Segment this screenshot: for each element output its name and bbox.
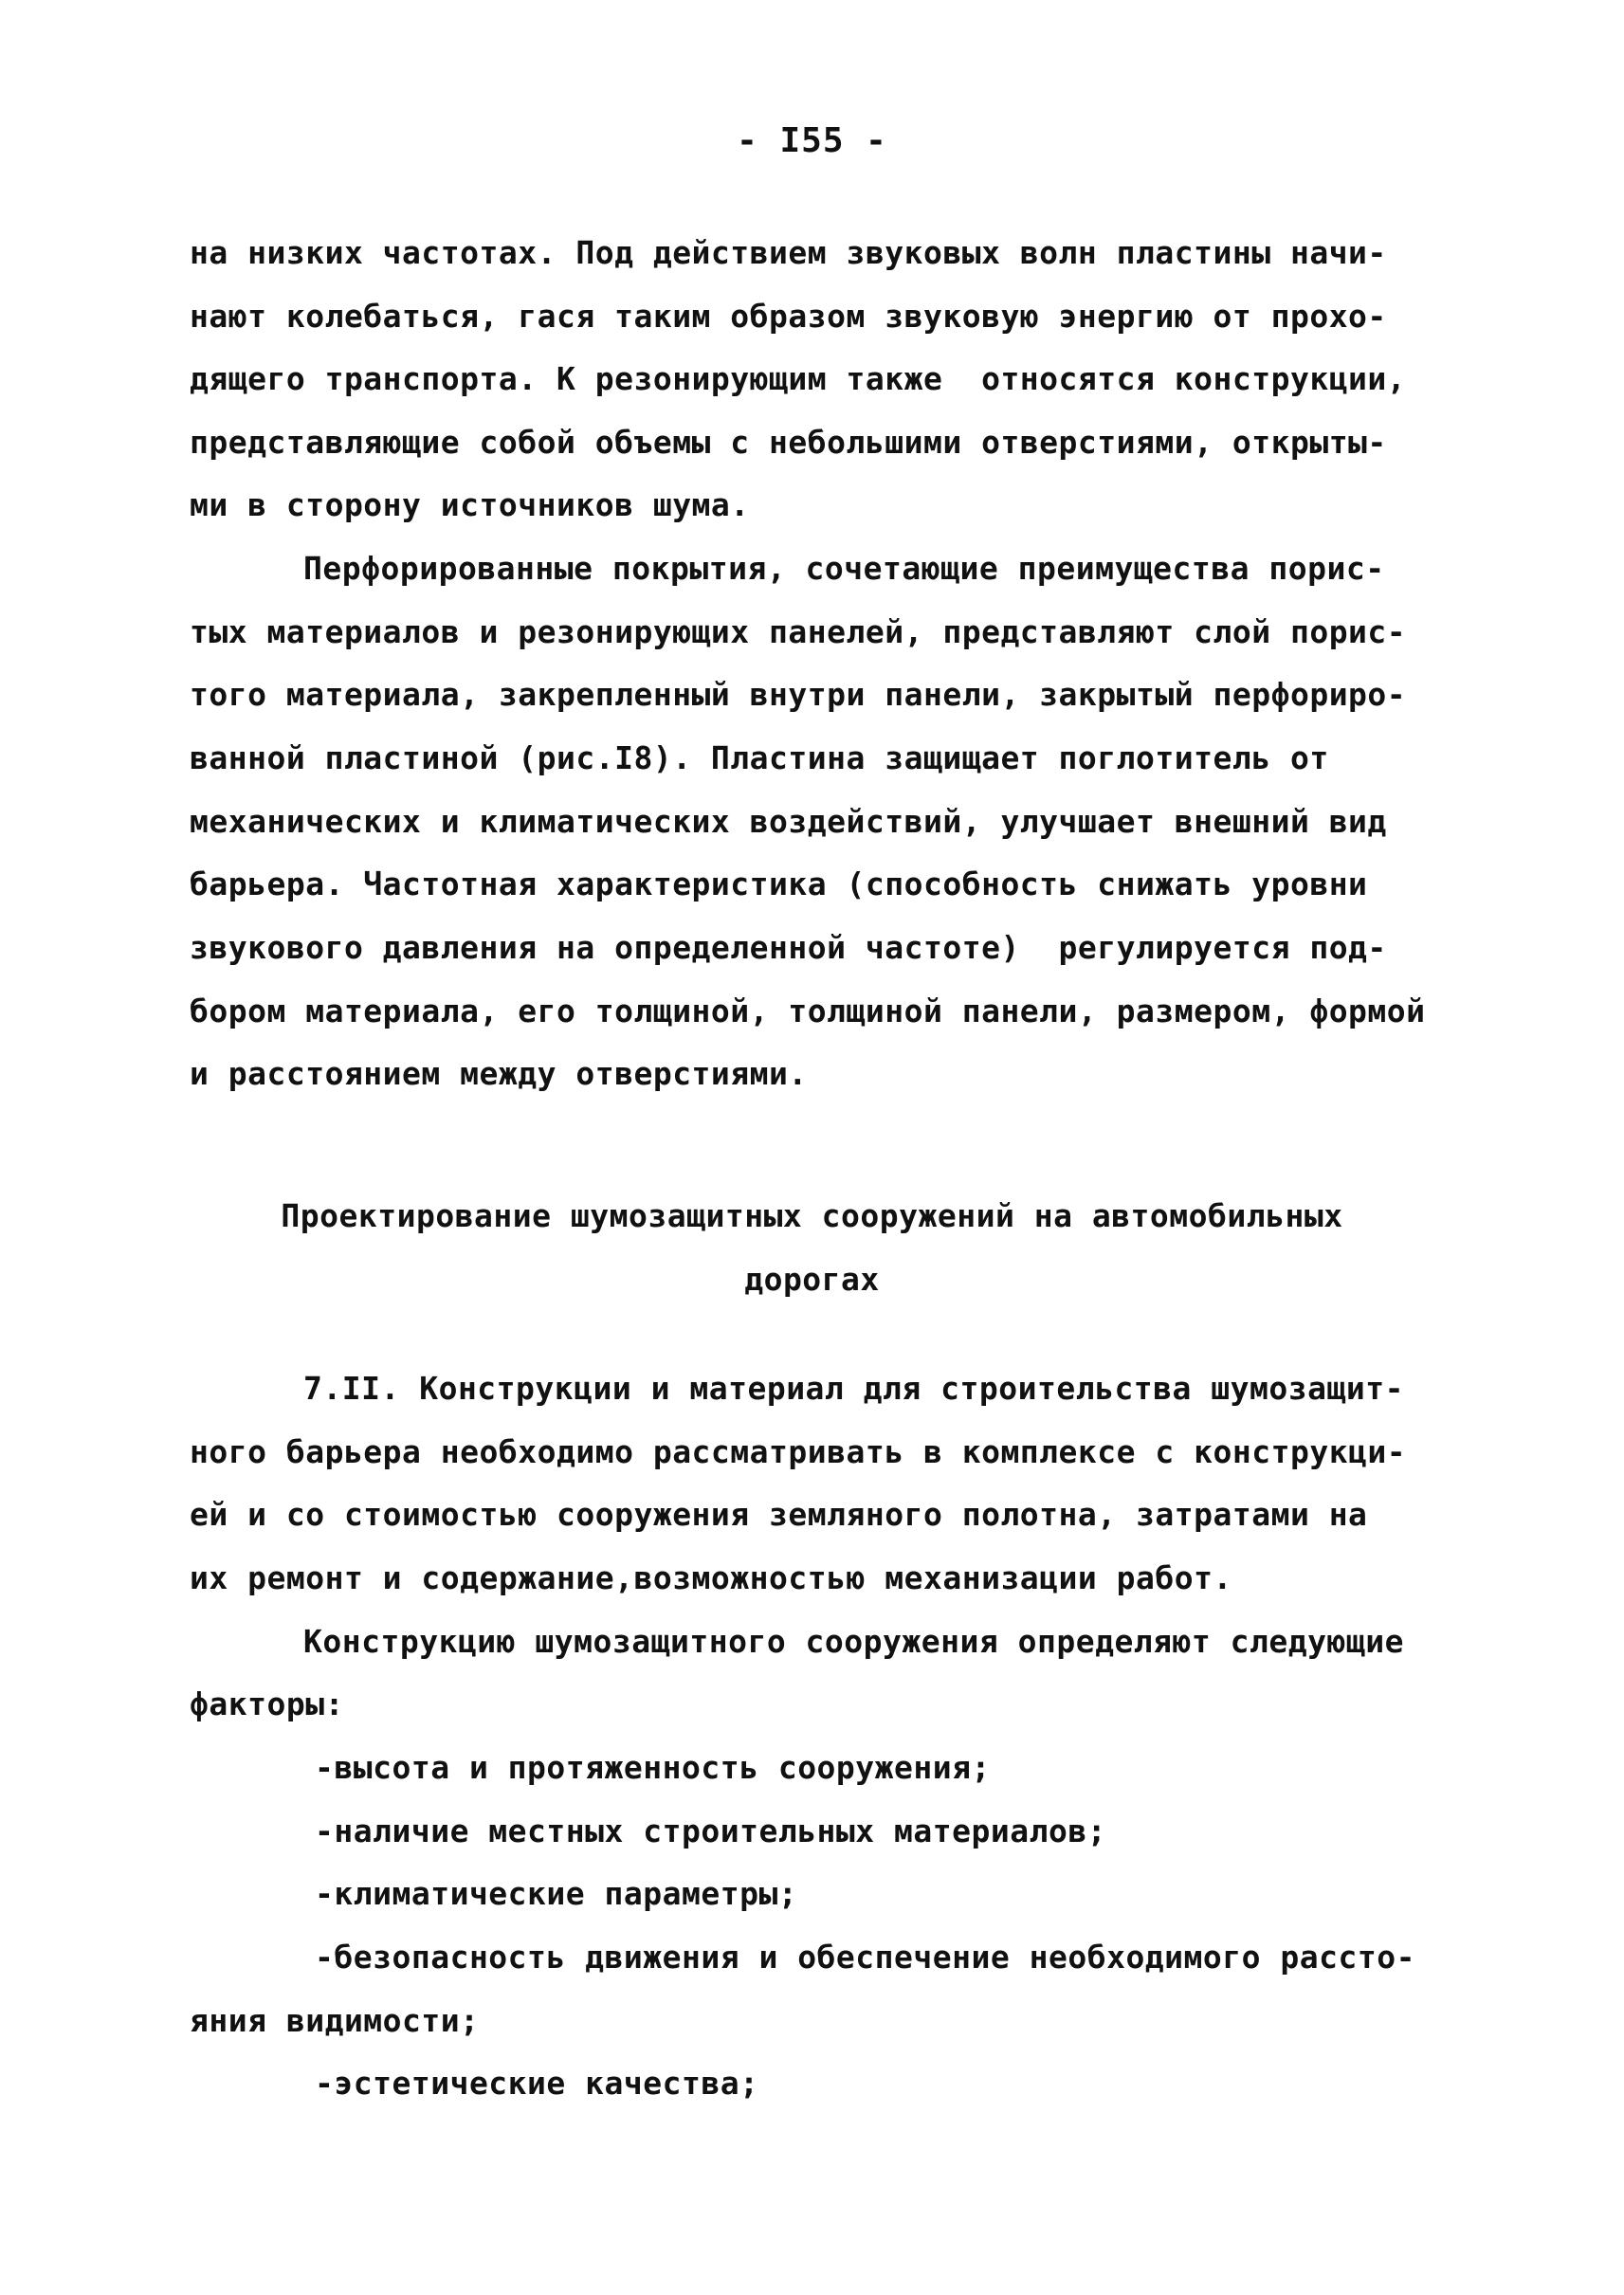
paragraph-1-line-1: на низких частотах. Под действием звуковых волн пластины начи-: [190, 234, 1387, 271]
page-number: - I55 -: [737, 121, 887, 160]
factor-item-2: -наличие местных строительных материалов;: [315, 1812, 1107, 1849]
factor-item-3: -климатические параметры;: [315, 1875, 798, 1912]
paragraph-1-line-3: дящего транспорта. К резонирующим также относятся конструкции,: [190, 360, 1407, 397]
paragraph-4-line-2: факторы:: [190, 1685, 344, 1722]
section-heading-line-2: дорогах: [744, 1261, 880, 1298]
paragraph-3-line-1: 7.II. Конструкции и материал для строительства шумозащит-: [303, 1370, 1404, 1407]
paragraph-2-line-8: бором материала, его толщиной, толщиной панели, размером, формой: [190, 993, 1426, 1029]
factor-item-4-continuation: яния видимости;: [190, 2002, 480, 2039]
paragraph-3-line-3: ей и со стоимостью сооружения земляного полотна, затратами на: [190, 1496, 1368, 1533]
paragraph-2-line-3: того материала, закрепленный внутри панели, закрытый перфориро-: [190, 676, 1407, 713]
paragraph-2-line-5: механических и климатических воздействий, улучшает внешний вид: [190, 803, 1387, 840]
paragraph-3-line-4: их ремонт и содержание,возможностью механизации работ.: [190, 1559, 1232, 1596]
paragraph-1-line-5: ми в сторону источников шума.: [190, 486, 750, 523]
paragraph-2-line-6: барьера. Частотная характеристика (способность снижать уровни: [190, 865, 1368, 902]
factor-item-1: -высота и протяженность сооружения;: [315, 1749, 991, 1786]
paragraph-2-line-4: ванной пластиной (рис.I8). Пластина защищает поглотитель от: [190, 739, 1329, 776]
factor-item-5: -эстетические качества;: [315, 2065, 759, 2102]
paragraph-2-line-9: и расстоянием между отверстиями.: [190, 1055, 808, 1092]
factor-item-4: -безопасность движения и обеспечение необходимого расстo-: [315, 1939, 1415, 1976]
paragraph-2-line-7: звукового давления на определенной частоте) регулируется под-: [190, 929, 1387, 966]
paragraph-1-line-4: представляющие собой объемы с небольшими отверстиями, открыты-: [190, 424, 1387, 461]
paragraph-3-line-2: ного барьера необходимо рассматривать в комплексе с конструкци-: [190, 1433, 1407, 1470]
paragraph-2-line-2: тых материалов и резонирующих панелей, представляют слой порис-: [190, 613, 1407, 650]
paragraph-1-line-2: нают колебаться, гася таким образом звуковую энергию от прохо-: [190, 298, 1387, 335]
paragraph-4-line-1: Конструкцию шумозащитного сооружения определяют следующие: [303, 1623, 1404, 1660]
paragraph-2-line-1: Перфорированные покрытия, сочетающие преимущества порис-: [303, 550, 1385, 587]
section-heading-line-1: Проектирование шумозащитных сооружений на автомобильных: [281, 1197, 1343, 1234]
